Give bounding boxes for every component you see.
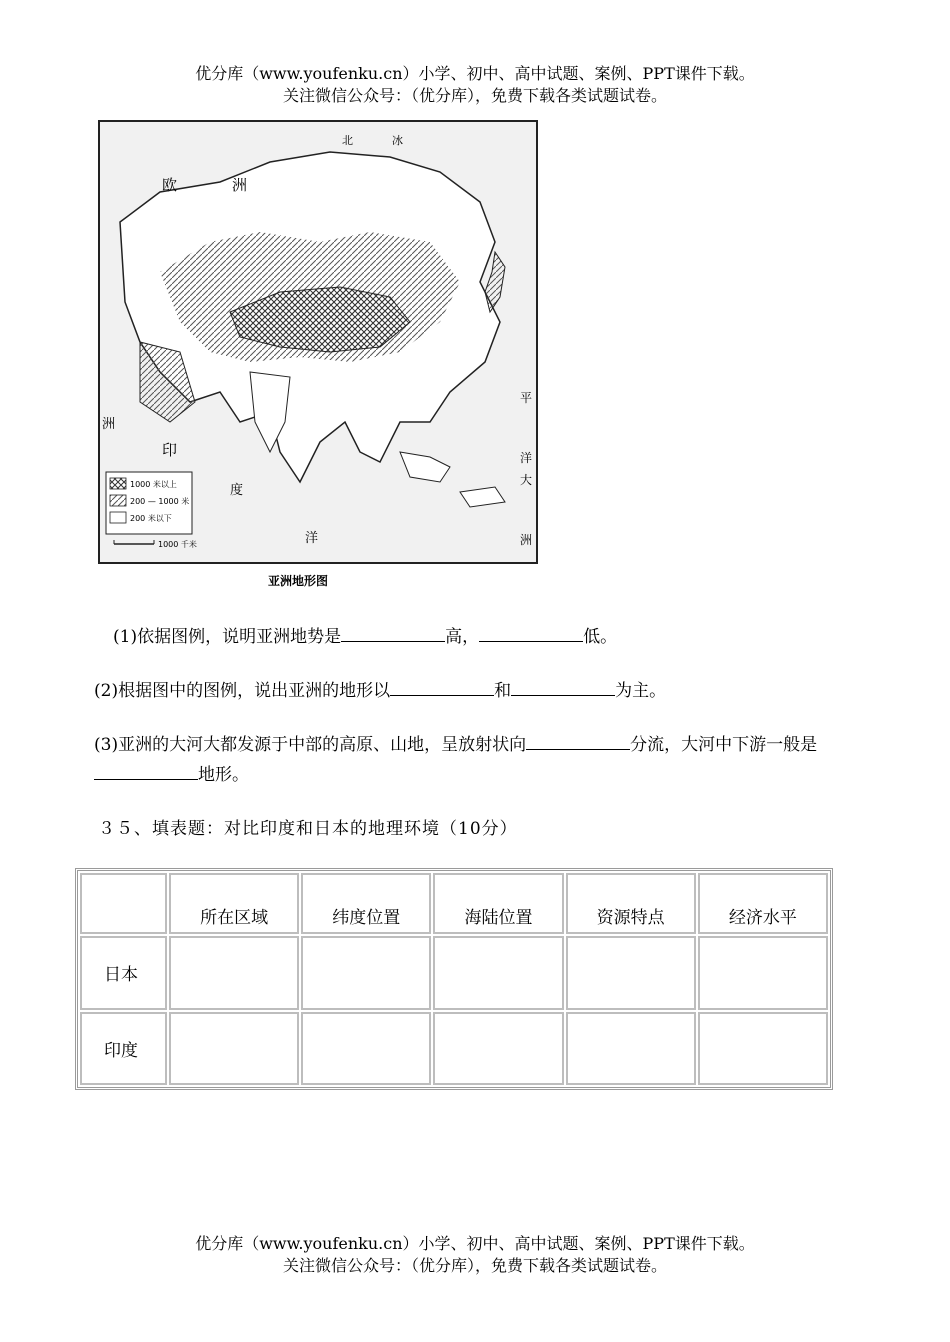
table-row xyxy=(80,1012,828,1086)
column-header: 所在区域 xyxy=(169,873,299,934)
label-arctic-1: 北 xyxy=(342,135,353,147)
q1-text-post: 低。 xyxy=(583,627,618,647)
comparison-table xyxy=(75,868,833,1090)
row-label-india: 印度 xyxy=(80,1012,167,1086)
table-cell[interactable] xyxy=(301,1012,431,1086)
table-cell[interactable] xyxy=(301,936,431,1010)
table-cell[interactable] xyxy=(566,936,696,1010)
table-cell[interactable] xyxy=(698,936,828,1010)
q2-blank-1[interactable] xyxy=(390,677,494,696)
q1-blank-1[interactable] xyxy=(341,623,445,642)
legend-label-high: 1000 米以上 xyxy=(130,480,177,489)
q1-text-pre: (1)依据图例，说明亚洲地势是 xyxy=(113,627,342,647)
question-35-title: ３５、填表题：对比印度和日本的地理环境（10分） xyxy=(98,819,518,839)
label-pacific-1: 平 xyxy=(520,391,533,405)
label-europe-2: 洲 xyxy=(232,178,248,194)
legend-swatch-low xyxy=(110,512,126,523)
page-footer xyxy=(0,1233,950,1277)
page-header xyxy=(0,63,950,107)
label-pacific-2: 洋 xyxy=(520,451,533,465)
q3-text-mid: 分流，大河中下游一般是 xyxy=(630,735,818,755)
table-cell[interactable] xyxy=(169,936,299,1010)
q2-text-mid: 和 xyxy=(494,681,512,701)
map-caption: 亚洲地形图 xyxy=(268,574,329,588)
q3-blank-1[interactable] xyxy=(526,731,630,750)
q2-text-post: 为主。 xyxy=(615,681,667,701)
label-india-3: 洋 xyxy=(305,530,319,545)
column-header: 纬度位置 xyxy=(301,873,431,934)
table-cell[interactable] xyxy=(698,1012,828,1086)
label-pacific-3: 大 xyxy=(520,473,533,487)
q1-blank-2[interactable] xyxy=(479,623,583,642)
legend-swatch-high xyxy=(110,478,126,489)
legend-label-mid: 200 — 1000 米 xyxy=(130,497,190,506)
question-2 xyxy=(94,676,666,706)
header-line-1: 优分库（www.youfenku.cn）小学、初中、高中试题、案例、PPT课件下载。 xyxy=(195,64,755,83)
label-india-1: 印 xyxy=(162,443,178,459)
asia-terrain-map xyxy=(98,120,538,564)
label-arctic-2: 冰 xyxy=(392,135,403,147)
table-header-row xyxy=(80,873,828,934)
question-1 xyxy=(113,622,617,652)
label-pacific-4: 洲 xyxy=(520,533,533,547)
table-cell[interactable] xyxy=(169,1012,299,1086)
table-cell[interactable] xyxy=(433,936,563,1010)
column-header: 资源特点 xyxy=(566,873,696,934)
q3-text-pre: (3)亚洲的大河大都发源于中部的高原、山地，呈放射状向 xyxy=(94,735,527,755)
table-cell[interactable] xyxy=(566,1012,696,1086)
q2-blank-2[interactable] xyxy=(511,677,615,696)
q3-blank-2[interactable] xyxy=(94,761,198,780)
label-europe-1: 欧 xyxy=(162,178,178,194)
q2-text-pre: (2)根据图中的图例，说出亚洲的地形以 xyxy=(94,681,391,701)
footer-line-1: 优分库（www.youfenku.cn）小学、初中、高中试题、案例、PPT课件下载。 xyxy=(195,1234,755,1253)
column-header: 经济水平 xyxy=(698,873,828,934)
footer-line-2: 关注微信公众号：（优分库），免费下载各类试题试卷。 xyxy=(282,1256,667,1275)
label-africa: 洲 xyxy=(102,416,116,431)
column-header: 海陆位置 xyxy=(433,873,563,934)
q1-text-mid: 高， xyxy=(445,627,480,647)
table-cell[interactable] xyxy=(433,1012,563,1086)
q3-text-post: 地形。 xyxy=(198,765,249,785)
scale-label: 1000 千米 xyxy=(158,540,197,549)
table-row xyxy=(80,936,828,1010)
table-corner-cell xyxy=(80,873,167,934)
label-india-2: 度 xyxy=(230,482,244,497)
header-line-2: 关注微信公众号：（优分库），免费下载各类试题试卷。 xyxy=(282,86,667,105)
map-legend xyxy=(106,472,192,534)
question-3 xyxy=(94,730,854,790)
legend-swatch-mid xyxy=(110,495,126,506)
legend-label-low: 200 米以下 xyxy=(130,514,172,523)
map-graphic xyxy=(100,122,536,562)
row-label-japan: 日本 xyxy=(80,936,167,1010)
